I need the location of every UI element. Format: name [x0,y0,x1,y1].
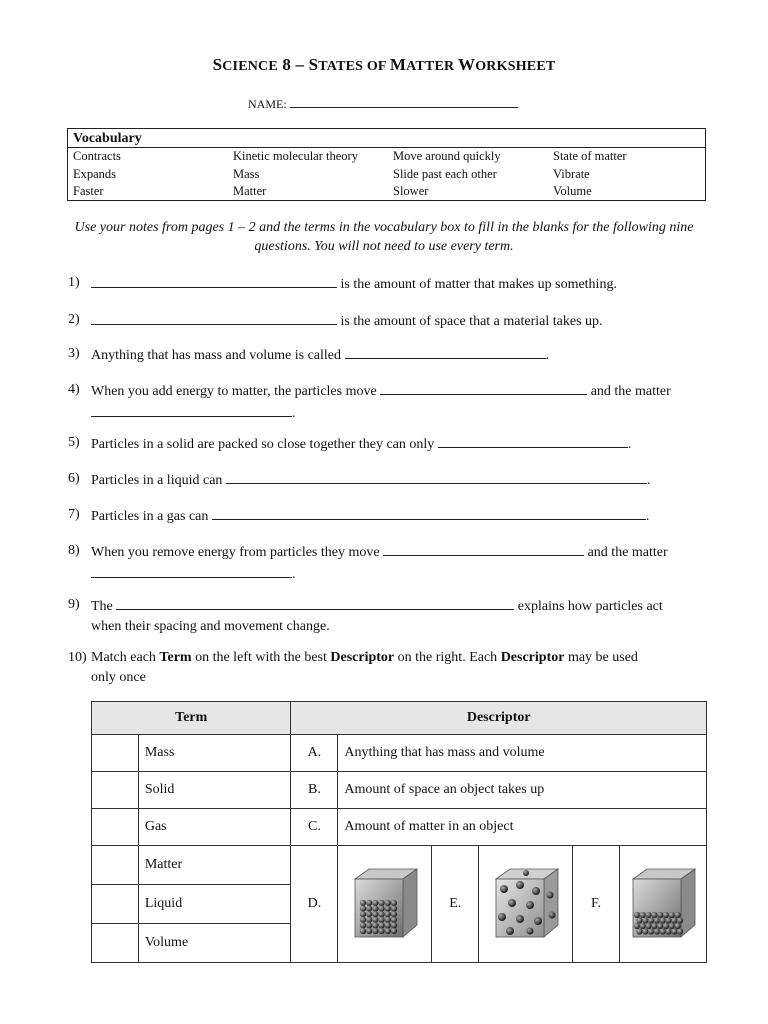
question-text: is the amount of space that a material takes up. [337,314,603,329]
gas-particles-cube-image [490,865,562,943]
name-field [248,95,518,112]
period: . [292,567,296,582]
vocab-term: Mass [233,166,260,181]
answer-blank[interactable] [383,541,584,556]
answer-cell[interactable] [92,772,139,809]
question-text: The [91,599,117,614]
question-2 [68,310,708,330]
period: . [292,406,296,421]
question-1 [68,273,708,293]
answer-blank[interactable] [345,344,546,359]
term-cell: Gas [138,809,291,846]
question-text: Particles in a liquid can [91,473,226,488]
descriptor-letter: F. [573,846,620,963]
vocabulary-terms [73,149,700,202]
question-text: When you add energy to matter, the particles move [91,384,381,399]
vocab-term: Kinetic molecular theory [233,149,358,163]
question-number: 2) [68,312,80,327]
question-3 [68,344,708,364]
instructions: Use your notes from pages 1 – 2 and the terms in the vocabulary box to fill in the blanks for the following nine questions. You will not need to use every term. [74,220,694,254]
question-7 [68,505,708,525]
question-text: explains how particles act [514,599,663,614]
vocab-term: Faster [73,184,104,198]
question-9 [68,595,708,635]
question-text: only once [91,670,146,685]
question-text: may be used [564,650,638,665]
descriptor-cell: Amount of space an object takes up [338,772,707,809]
vocab-term: Contracts [73,149,121,163]
answer-cell[interactable] [92,924,139,963]
vocab-term: State of matter [553,149,627,163]
period: . [645,509,650,524]
liquid-particles-cube-image [627,865,699,943]
term-cell: Mass [138,735,291,772]
question-4 [68,380,708,420]
descriptor-image-cell [338,846,432,963]
term-header: Term [92,702,291,735]
vocab-term: Move around quickly [393,149,501,163]
question-text: Particles in a solid are packed so close together they can only [91,437,438,452]
question-number: 3) [68,346,80,361]
answer-blank[interactable] [380,380,587,395]
answer-blank[interactable] [212,505,646,520]
descriptor-cell: Amount of matter in an object [338,809,707,846]
period: . [627,437,632,452]
vocab-term: Slower [393,184,429,198]
solid-particles-cube-image [349,865,421,943]
question-5 [68,433,708,453]
name-blank[interactable] [290,95,518,108]
term-cell: Matter [138,846,291,885]
answer-cell[interactable] [92,735,139,772]
question-text: is the amount of matter that makes up something. [337,277,617,292]
vocab-term: Matter [233,184,267,198]
descriptor-letter: E. [432,846,479,963]
answer-blank[interactable] [438,433,628,448]
descriptor-image-cell [619,846,706,963]
answer-blank[interactable] [91,310,337,325]
question-number: 7) [68,507,80,522]
answer-blank[interactable] [116,595,514,610]
question-number: 4) [68,382,80,397]
question-text: on the left with the best [191,650,331,665]
descriptor-letter: A. [291,735,338,772]
answer-blank[interactable] [226,469,647,484]
question-text: Particles in a gas can [91,509,212,524]
answer-cell[interactable] [92,846,139,885]
question-10 [68,648,708,688]
question-text: on the right. Each [394,650,501,665]
question-text: when their spacing and movement change. [91,619,330,634]
descriptor-header: Descriptor [291,702,707,735]
question-text: When you remove energy from particles they move [91,545,384,560]
answer-cell[interactable] [92,885,139,924]
question-6 [68,469,708,489]
bold-term: Term [159,650,192,665]
question-number: 5) [68,435,80,450]
term-cell: Liquid [138,885,291,924]
answer-blank[interactable] [91,563,292,578]
term-cell: Volume [138,924,291,963]
period: . [646,473,651,488]
vocab-term: Expands [73,166,117,181]
question-text: and the matter [587,384,671,399]
term-cell: Solid [138,772,291,809]
question-8 [68,541,708,581]
worksheet-title: SCIENCE 8 – STATES OF MATTER WORKSHEET [212,55,556,74]
answer-cell[interactable] [92,809,139,846]
vocabulary-divider [68,147,705,148]
question-text: Anything that has mass and volume is called [91,348,345,363]
vocabulary-box [67,128,706,201]
answer-blank[interactable] [91,402,292,417]
question-text: Match each [91,650,160,665]
question-number: 1) [68,275,80,290]
descriptor-letter: B. [291,772,338,809]
descriptor-letter: C. [291,809,338,846]
descriptor-letter: D. [291,846,338,963]
descriptor-image-cell [479,846,573,963]
bold-term: Descriptor [330,650,395,665]
question-number: 9) [68,597,80,612]
question-number: 6) [68,471,80,486]
vocab-term: Vibrate [553,166,590,181]
question-number: 10) [68,650,87,665]
vocab-term: Volume [553,184,592,198]
answer-blank[interactable] [91,273,337,288]
bold-term: Descriptor [500,650,565,665]
name-label: NAME: [248,97,287,111]
vocab-term: Slide past each other [393,166,497,181]
question-text: and the matter [584,545,668,560]
question-number: 8) [68,543,80,558]
period: . [545,348,550,363]
descriptor-cell: Anything that has mass and volume [338,735,707,772]
matching-table [91,701,707,963]
vocabulary-heading: Vocabulary [73,131,142,146]
